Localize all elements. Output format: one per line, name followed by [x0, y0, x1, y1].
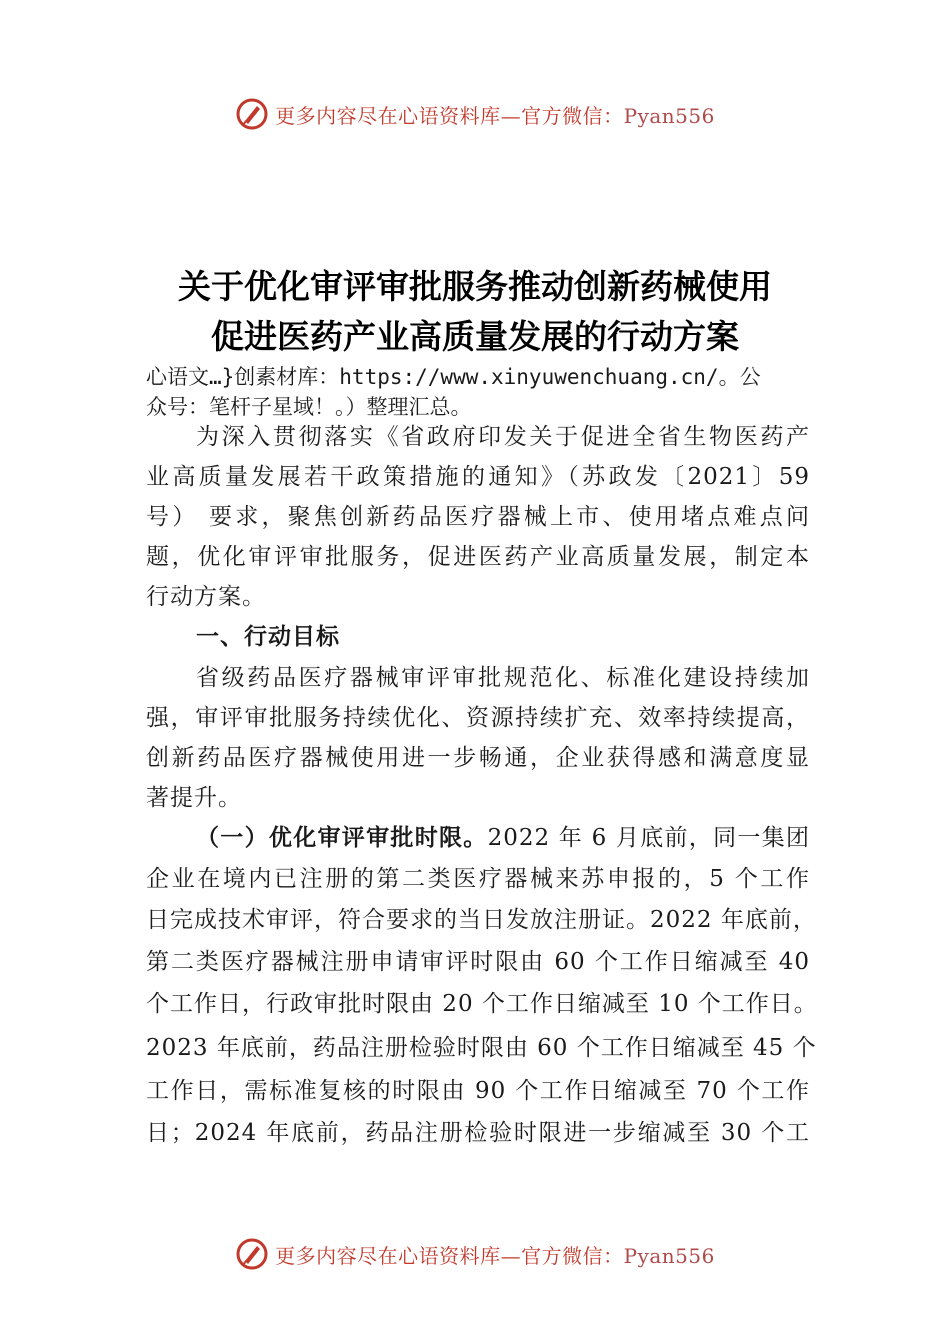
goals-line-3: 创新药品医疗器械使用进一步畅通，企业获得感和满意度显: [146, 745, 810, 771]
feather-pen-seal-icon: [235, 1237, 269, 1271]
item1-line-8: 日；2024 年底前，药品注册检验时限进一步缩减至 30 个工: [146, 1120, 810, 1146]
goals-line-2: 强，审评审批服务持续优化、资源持续扩充、效率持续提高，: [146, 705, 810, 731]
item1-line-4: 第二类医疗器械注册申请审评时限由 60 个工作日缩减至 40: [146, 949, 810, 975]
intro-line-3: 号） 要求，聚焦创新药品医疗器械上市、使用堵点难点问: [146, 504, 810, 530]
goals-line-4: 著提升。: [146, 785, 242, 811]
intro-line-2: 业高质量发展若干政策措施的通知》（苏政发〔2021〕59: [146, 464, 810, 490]
banner-wechat-id: Pyan556: [623, 103, 715, 128]
item1-line-6: 2023 年底前，药品注册检验时限由 60 个工作日缩减至 45 个: [146, 1035, 817, 1061]
item1-line-2: 企业在境内已注册的第二类医疗器械来苏申报的，5 个工作: [146, 866, 810, 892]
footer-wechat-id: Pyan556: [623, 1243, 715, 1268]
intro-line-5: 行动方案。: [146, 584, 266, 610]
document-title-line-1: 关于优化审评审批服务推动创新药械使用: [178, 267, 772, 306]
item1-line-5: 个工作日，行政审批时限由 20 个工作日缩减至 10 个工作日。: [146, 991, 818, 1017]
banner-text: 更多内容尽在心语资料库—官方微信：Pyan556: [275, 103, 715, 128]
document-title-line-2: 促进医药产业高质量发展的行动方案: [211, 317, 739, 356]
item1-label: （一）优化审评审批时限。: [196, 825, 488, 851]
feather-pen-seal-icon: [235, 97, 269, 131]
item1-first-line: [196, 823, 810, 853]
goals-line-1: 省级药品医疗器械审评审批规范化、标准化建设持续加: [196, 665, 810, 691]
footer-banner: [0, 1236, 950, 1272]
intro-line-1: 为深入贯彻落实《省政府印发关于促进全省生物医药产: [196, 424, 810, 450]
item1-line-3: 日完成技术审评，符合要求的当日发放注册证。2022 年底前，: [146, 907, 817, 933]
source-note-line-2: 众号：笔杆子星域！。）整理汇总。: [146, 395, 472, 419]
intro-line-4: 题，优化审评审批服务，促进医药产业高质量发展，制定本: [146, 544, 810, 570]
section-heading-goals: 一、行动目标: [196, 624, 340, 650]
header-banner: [0, 96, 950, 132]
item1-line-7: 工作日，需标准复核的时限由 90 个工作日缩减至 70 个工作: [146, 1078, 810, 1104]
item1-first-rest: 2022 年 6 月底前，同一集团: [487, 825, 811, 851]
source-note-line-1: 心语文…}创素材库：https://www.xinyuwenchuang.cn/。公: [146, 365, 761, 389]
footer-banner-text: 更多内容尽在心语资料库—官方微信：Pyan556: [275, 1243, 715, 1268]
